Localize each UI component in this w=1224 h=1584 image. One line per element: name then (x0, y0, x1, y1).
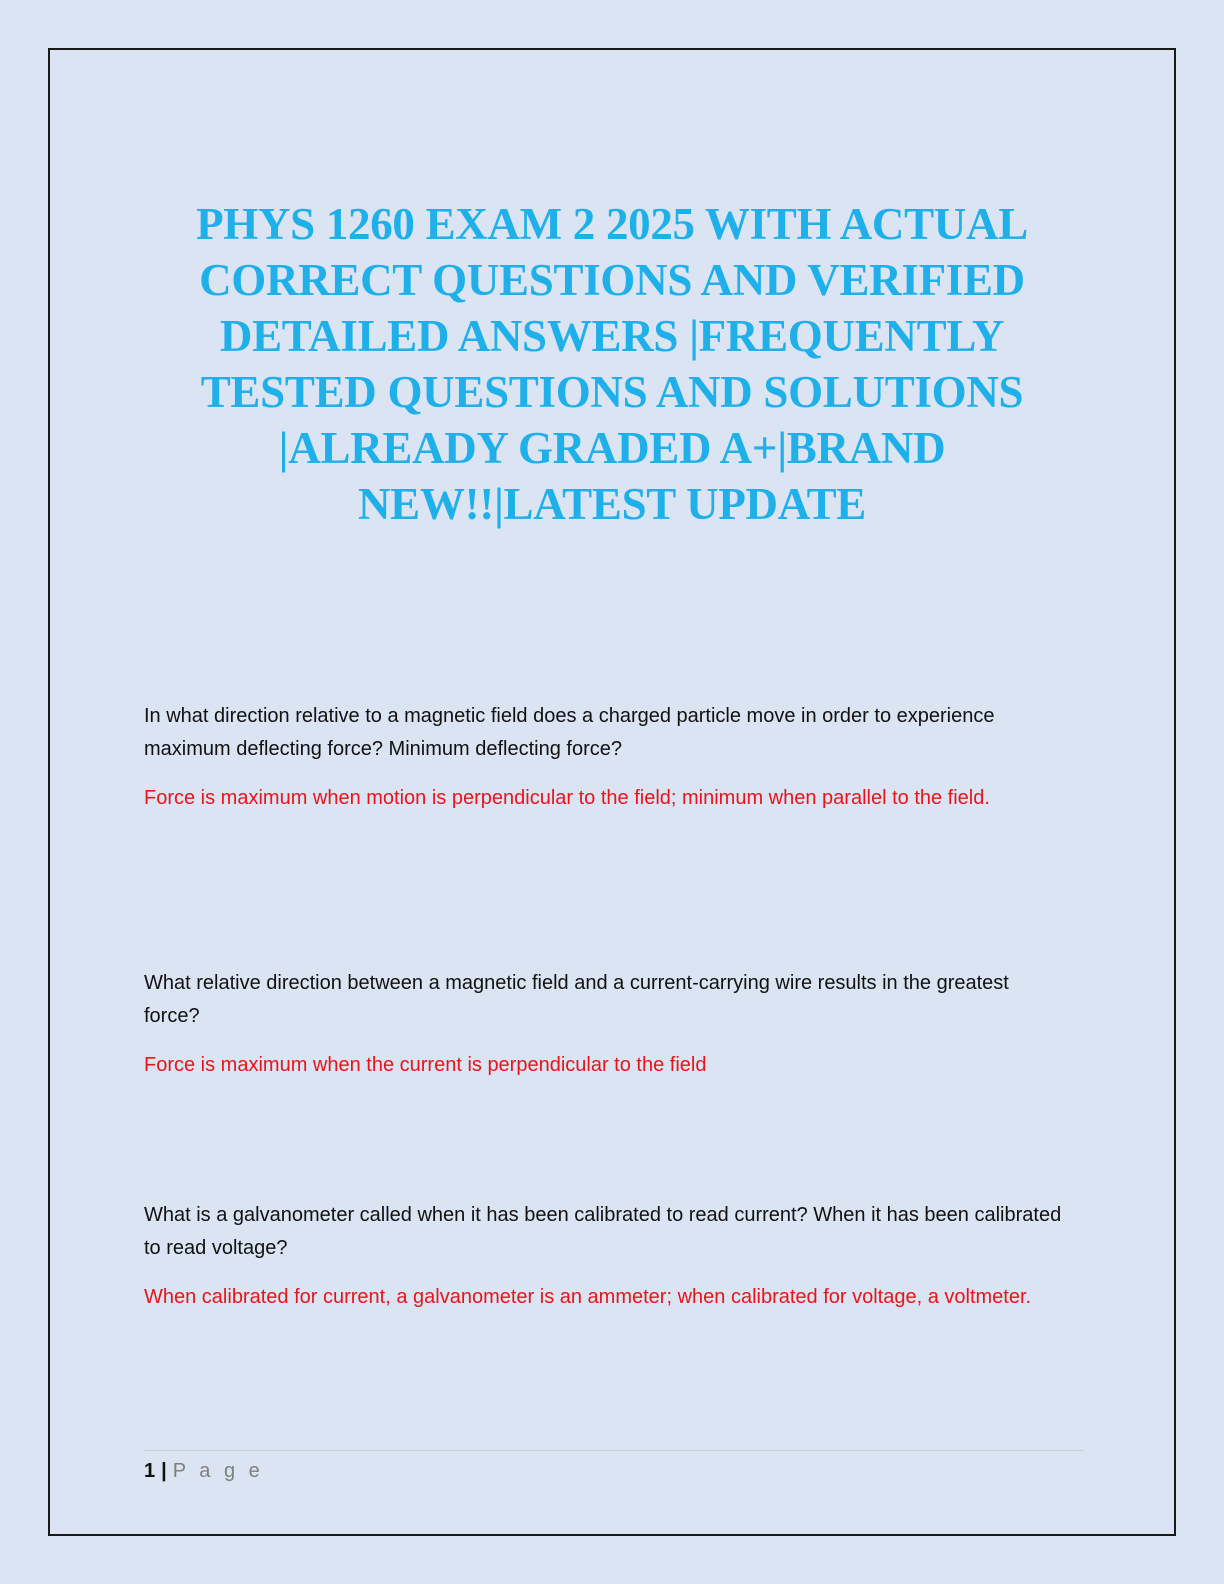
question-text: What relative direction between a magnetic field and a current-carrying wire results in the greatest force? (144, 972, 1009, 1027)
answer-text: Force is maximum when the current is perpendicular to the field (144, 1054, 707, 1076)
question-text: What is a galvanometer called when it has been calibrated to read current? When it has been calibrated to read voltage? (144, 1204, 1062, 1259)
answer-text: Force is maximum when motion is perpendicular to the field; minimum when parallel to the field. (144, 787, 990, 809)
qa-item (144, 1199, 1064, 1314)
document-title: PHYS 1260 EXAM 2 2025 WITH ACTUAL CORRECT QUESTIONS AND VERIFIED DETAILED ANSWERS |FREQUENTLY TESTED QUESTIONS AND SOLUTIONS |ALREADY GRADED A+|BRAND NEW!!|LATEST UPDATE (196, 199, 1028, 529)
footer-divider (144, 1450, 1084, 1451)
qa-item (144, 967, 1064, 1082)
page-number: 1 (144, 1460, 156, 1482)
page-footer (144, 1458, 264, 1484)
answer-text: When calibrated for current, a galvanometer is an ammeter; when calibrated for voltage, a voltmeter. (144, 1286, 1032, 1308)
page-label: P a g e (172, 1460, 264, 1482)
question-text: In what direction relative to a magnetic field does a charged particle move in order to experience maximum deflecting force? Minimum deflecting force? (144, 705, 995, 760)
footer-separator: | (161, 1460, 167, 1482)
qa-item (144, 700, 1064, 815)
